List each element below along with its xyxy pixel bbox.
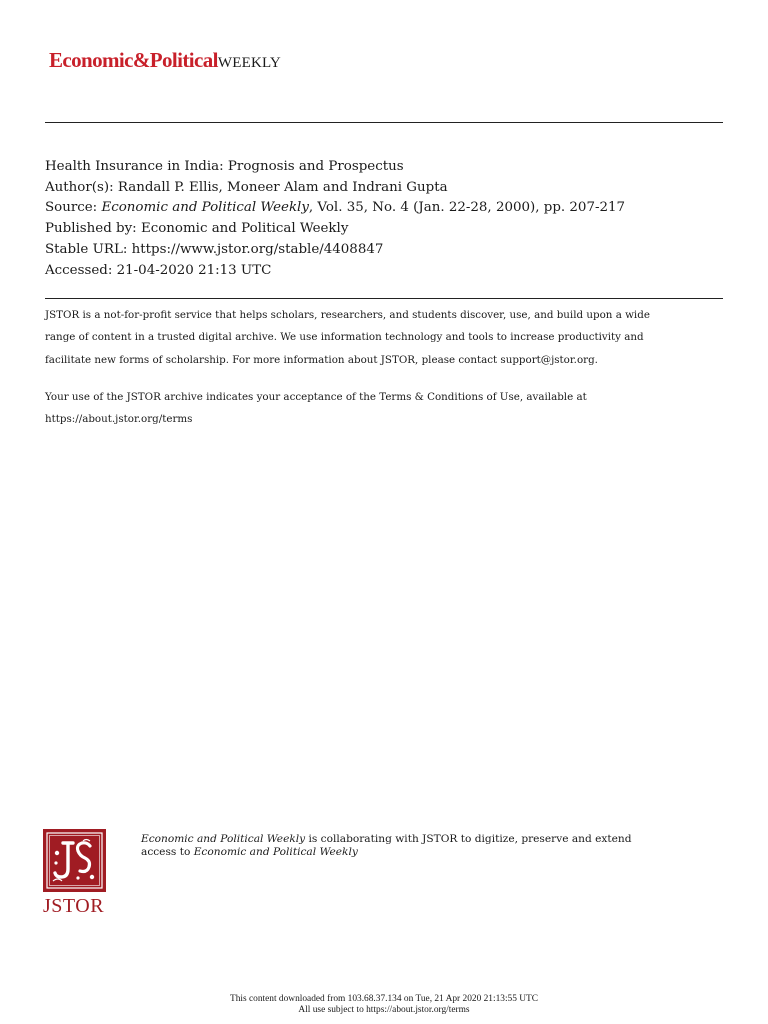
collaboration-journal-2: Economic and Political Weekly <box>193 845 358 858</box>
accessed-value: 21-04-2020 21:13 UTC <box>116 262 272 278</box>
collaboration-text-2: access to <box>141 845 194 858</box>
download-footer <box>0 994 768 1015</box>
jstor-seal-icon <box>43 829 106 892</box>
jstor-notice-line-3: facilitate new forms of scholarship. For more information about JSTOR, please contact support@jstor.org. <box>45 353 598 366</box>
collaboration-journal-1: Economic and Political Weekly <box>141 833 306 845</box>
source-journal: Economic and Political Weekly <box>101 200 309 216</box>
stable-url-label: Stable URL: <box>45 241 132 257</box>
collaboration-line-2 <box>141 846 741 859</box>
jstor-notice-line-1: JSTOR is a not-for-profit service that helps scholars, researchers, and students discover, use, and build upon a wide <box>45 309 650 321</box>
stable-url-line <box>45 240 725 261</box>
logo-political: Political <box>149 48 218 72</box>
jstor-notice-line-2: range of content in a trusted digital archive. We use information technology and tools to increase productivity and <box>45 331 644 344</box>
authors-line <box>45 178 725 199</box>
footer-download-line: This content downloaded from 103.68.37.134 on Tue, 21 Apr 2020 21:13:55 UTC <box>229 994 539 1004</box>
published-label: Published by: <box>45 221 141 237</box>
logo-ampersand: & <box>132 48 150 72</box>
source-label: Source: <box>45 200 102 216</box>
logo-weekly: WEEKLY <box>217 55 281 71</box>
collaboration-text-1: is collaborating with JSTOR to digitize, preserve and extend <box>305 833 632 845</box>
header-divider <box>45 122 723 123</box>
footer-terms-line: All use subject to https://about.jstor.org/terms <box>298 1004 470 1015</box>
jstor-notice <box>45 304 725 371</box>
source-details: , Vol. 35, No. 4 (Jan. 22-28, 2000), pp. 207-217 <box>308 200 626 216</box>
terms-notice <box>45 386 725 431</box>
collaboration-line-1 <box>141 833 741 846</box>
accessed-label: Accessed: <box>45 262 117 278</box>
collaboration-statement <box>141 833 741 858</box>
stable-url-link[interactable]: https://www.jstor.org/stable/4408847 <box>131 241 384 257</box>
terms-link[interactable]: https://about.jstor.org/terms <box>45 413 193 426</box>
publisher-logo <box>49 50 281 71</box>
metadata-divider <box>45 298 723 299</box>
authors-label: Author(s): <box>45 179 118 195</box>
article-metadata <box>45 157 725 281</box>
source-line <box>45 198 725 219</box>
terms-line-1: Your use of the JSTOR archive indicates your acceptance of the Terms & Conditions of Use, available at <box>45 391 587 403</box>
logo-economic: Economic <box>49 48 133 72</box>
jstor-wordmark: JSTOR <box>43 895 105 917</box>
authors-value: Randall P. Ellis, Moneer Alam and Indrani Gupta <box>117 179 448 195</box>
jstor-logo <box>43 829 108 916</box>
accessed-line <box>45 261 725 282</box>
publisher-line <box>45 219 725 240</box>
publisher-value: Economic and Political Weekly <box>140 221 349 237</box>
article-title: Health Insurance in India: Prognosis and Prospectus <box>45 159 404 174</box>
